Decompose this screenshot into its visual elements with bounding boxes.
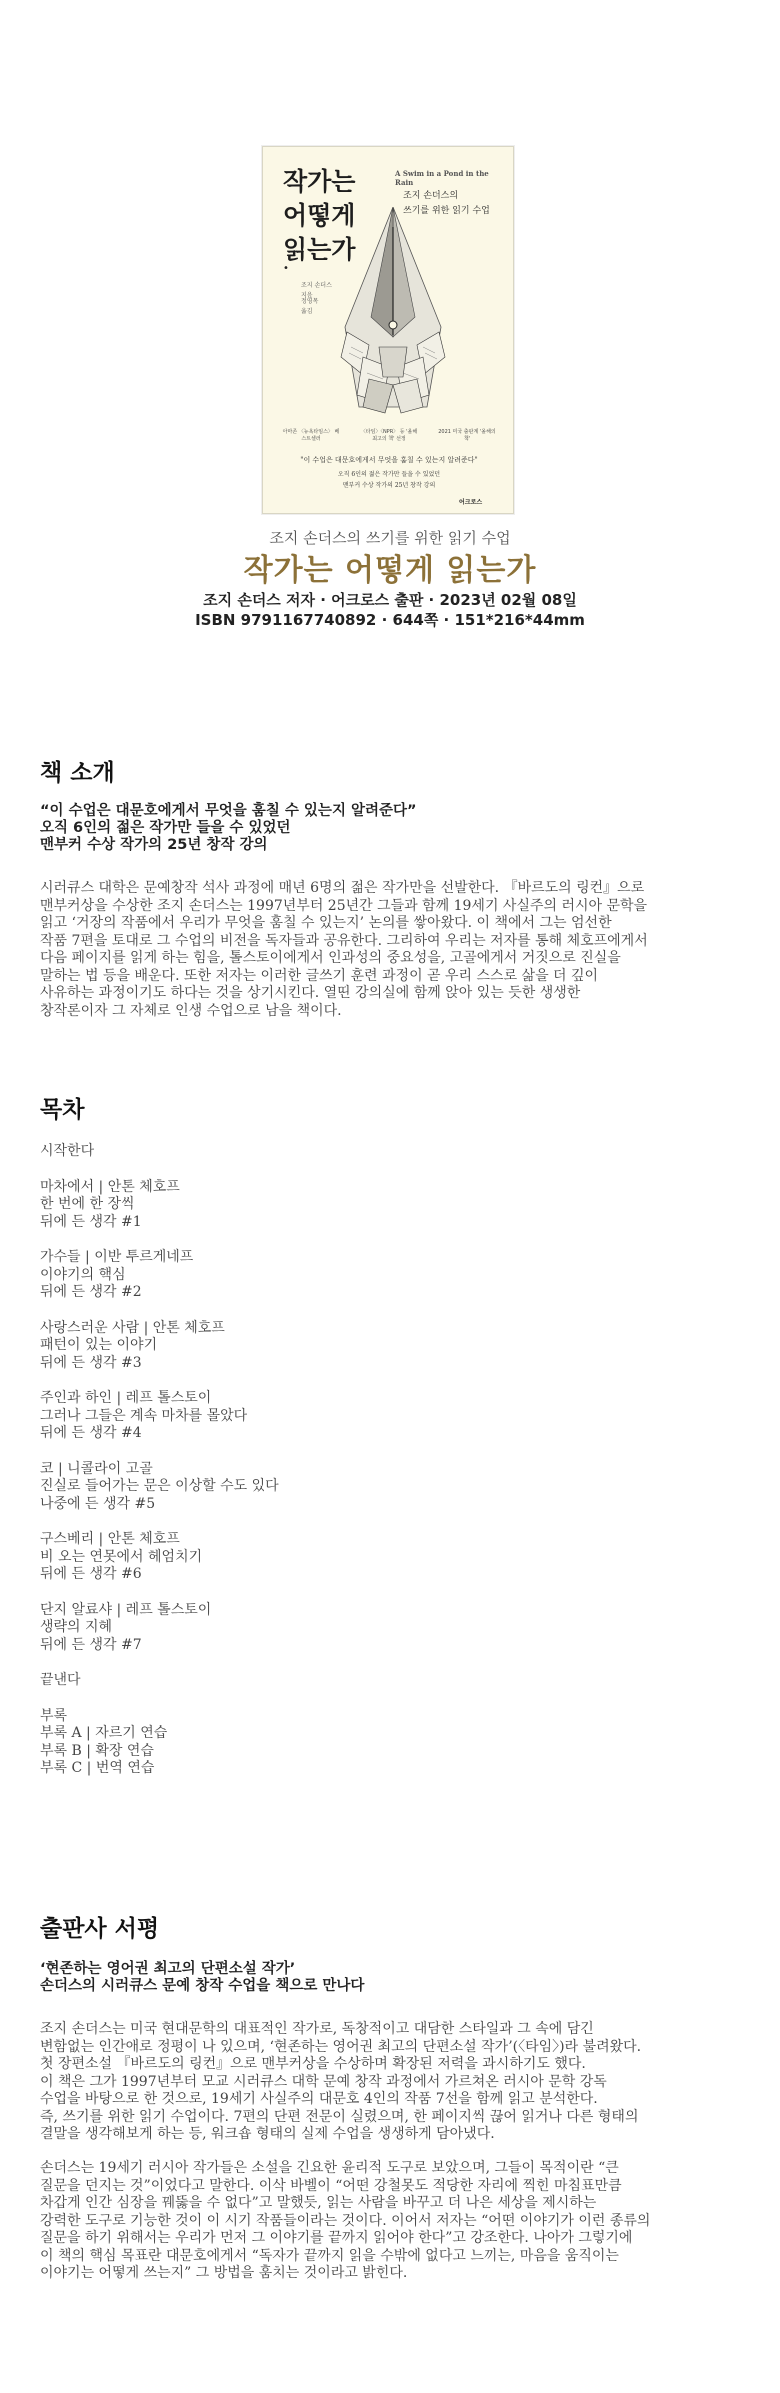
- toc-item: 생략의 지혜: [40, 1619, 113, 1635]
- toc-item: 마차에서 | 안톤 체호프: [40, 1178, 180, 1195]
- book-title: 작가는 어떻게 읽는가: [243, 553, 537, 588]
- cover-publisher-logo: 어크로스: [459, 499, 483, 506]
- book-subtitle: 조지 손더스의 쓰기를 위한 읽기 수업: [269, 529, 511, 547]
- cover-author: 조지 손더스 지음: [301, 282, 332, 299]
- cover-subtitle: 조지 손더스의 쓰기를 위한 읽기 수업: [403, 191, 490, 216]
- toc-item: 부록: [40, 1707, 68, 1724]
- toc-item: 부록 B | 확장 연습: [40, 1742, 154, 1759]
- toc-item: 뒤에 든 생각 #2: [40, 1284, 142, 1300]
- toc-spacer: [40, 1690, 640, 1708]
- toc-spacer: [40, 1372, 640, 1390]
- toc-item: 비 오는 연못에서 헤엄치기: [40, 1548, 203, 1565]
- review-lead: ‘현존하는 영어권 최고의 단편소설 작가’ 손더스의 시러큐스 문예 창작 수업을 책으로 만나다: [40, 1961, 365, 1994]
- toc-item: 끝낸다: [40, 1672, 81, 1688]
- book-cover-image: [262, 146, 514, 514]
- toc-item: 이야기의 핵심: [40, 1266, 126, 1283]
- toc-item: 뒤에 든 생각 #6: [40, 1566, 142, 1582]
- toc-spacer: [40, 1654, 640, 1672]
- section-heading-review: 출판사 서평: [40, 1916, 160, 1942]
- award-laurels: [281, 429, 497, 455]
- intro-body: 시러큐스 대학은 문예창작 석사 과정에 매년 6명의 젊은 작가만을 선발한다. 『바르도의 링컨』으로 맨부커상을 수상한 조지 손더스는 1997년부터 25년간 그들과 함께 19세기 사실주의 러시아 문학을 읽고 ‘거장의 작품에서 우리가 무엇을 훔칠 수 있는지’ 논의를 쌓아왔다. 이 책에서 그는 엄선한 작품 7편을 토대로 그 수업의 비전을 독자들과 공유한다. 그리하여 우리는 저자를 통해 체호프에게서 다음 페이지를 읽게 하는 힘을, 톨스토이에게서 인과성의 중요성을, 고골에게서 거짓으로 진실을 말하는 법 등을 배운다. 또한 저자는 이러한 글쓰기 훈련 과정이 곧 우리 스스로 삶을 더 깊이 사유하는 과정이기도 하다는 것을 상기시킨다. 열띤 강의실에 함께 앉아 있는 듯한 생생한 창작론이자 그 자체로 인생 수업으로 남을 책이다.: [40, 880, 648, 1019]
- toc-item: 뒤에 든 생각 #4: [40, 1425, 142, 1441]
- toc-item: 주인과 하인 | 레프 톨스토이: [40, 1390, 212, 1406]
- cover-english-title: A Swim in a Pond in the Rain: [395, 169, 489, 187]
- toc-item: 사랑스러운 사람 | 안톤 체호프: [40, 1319, 225, 1336]
- toc-spacer: [40, 1231, 640, 1249]
- toc-item: 뒤에 든 생각 #7: [40, 1636, 142, 1653]
- toc-item: 뒤에 든 생각 #3: [40, 1354, 142, 1371]
- toc-item: 진실로 들어가는 문은 이상할 수도 있다: [40, 1478, 279, 1494]
- review-body-2: 손더스는 19세기 러시아 작가들은 소설을 긴요한 윤리적 도구로 보았으며, 그들이 목적이란 “큰 질문을 던지는 것”이었다고 말한다. 이삭 바벨이 “어떤 강철못도 적당한 자리에 찍힌 마침표만큼 차갑게 인간 심장을 꿰뚫을 수 없다”고 말했듯, 읽는 사람을 바꾸고 더 나은 세상을 제시하는 강력한 도구로 기능한 것이 이 시기 작품들이라는 것이다. 이어서 저자는 “어떤 이야기가 이런 종류의 질문을 하기 위해서는 우리가 먼저 그 이야기를 끝까지 읽어야 한다”고 강조한다. 나아가 그렇기에 이 책의 핵심 목표란 대문호에게서 “독자가 끝까지 읽을 수밖에 없다고 느끼는, 마음을 움직이는 이야기는 어떻게 쓰는지” 그 방법을 훔치는 것이라고 밝힌다.: [40, 2160, 651, 2281]
- toc-item: 가수들 | 이반 투르게네프: [40, 1249, 194, 1265]
- toc-item: 그러나 그들은 계속 마차를 몰았다: [40, 1407, 248, 1424]
- laurel-badge: 〈타임〉〈NPR〉 등 '올해 최고의 책' 선정: [360, 429, 418, 442]
- toc-item: 코 | 니콜라이 고골: [40, 1460, 153, 1477]
- fountain-pen-illustration: [323, 207, 463, 427]
- toc-spacer: [40, 1584, 640, 1602]
- toc-item: 한 번에 한 장씩: [40, 1196, 135, 1212]
- toc-item: 나중에 든 생각 #5: [40, 1495, 156, 1512]
- cover-title: 작가는 어떻게 읽는가: [283, 167, 356, 264]
- section-heading-toc: 목차: [40, 1097, 85, 1123]
- toc-item: 부록 C | 번역 연습: [40, 1760, 155, 1776]
- table-of-contents: [40, 1143, 640, 1778]
- book-isbn-info: ISBN 9791167740892 · 644쪽 · 151*216*44mm: [195, 611, 585, 629]
- toc-item: 뒤에 든 생각 #1: [40, 1213, 142, 1230]
- cover-translator: 정영목 옮김: [301, 298, 319, 315]
- toc-item: 패턴이 있는 이야기: [40, 1337, 158, 1353]
- toc-item: 시작한다: [40, 1143, 95, 1159]
- cover-dot: •: [283, 263, 289, 274]
- toc-item: 구스베리 | 안톤 체호프: [40, 1531, 180, 1547]
- toc-item: 단지 알료샤 | 레프 톨스토이: [40, 1601, 212, 1618]
- cover-tagline: 오직 6인의 젊은 작가만 들을 수 있었던 맨부커 수상 작가의 25년 창작 강의: [337, 471, 441, 489]
- book-publication-info: 조지 손더스 저자 · 어크로스 출판 · 2023년 02월 08일: [203, 591, 577, 609]
- toc-item: 부록 A | 자르기 연습: [40, 1725, 168, 1741]
- toc-spacer: [40, 1443, 640, 1461]
- laurel-badge: 2021 미국 출판계 '올해의 책': [438, 429, 496, 442]
- laurel-badge: 아마존 〈뉴욕타임스〉 베스트셀러: [282, 429, 340, 442]
- intro-lead: “이 수업은 대문호에게서 무엇을 훔칠 수 있는지 알려준다” 오직 6인의 젊은 작가만 들을 수 있었던 맨부커 수상 작가의 25년 창작 강의: [40, 803, 417, 853]
- toc-spacer: [40, 1161, 640, 1179]
- review-body-1: 조지 손더스는 미국 현대문학의 대표적인 작가로, 독창적이고 대담한 스타일과 그 속에 담긴 변함없는 인간애로 정평이 나 있으며, ‘현존하는 영어권 최고의 단편소설 작가’(〈타임〉)라 불려왔다. 첫 장편소설 『바르도의 링컨』으로 맨부커상을 수상하며 확장된 저력을 과시하기도 했다. 이 책은 그가 1997년부터 모교 시러큐스 대학 문예 창작 과정에서 가르쳐온 러시아 문학 강독 수업을 바탕으로 한 것으로, 19세기 사실주의 대문호 4인의 작품 7선을 함께 읽고 분석한다. 즉, 쓰기를 위한 읽기 수업이다. 7편의 단편 전문이 실렸으며, 한 페이지씩 끊어 읽거나 다른 형태의 결말을 생각해보게 하는 등, 워크숍 형태의 실제 수업을 생생하게 담아냈다.: [40, 2021, 642, 2142]
- section-heading-intro: 책 소개: [40, 760, 115, 786]
- toc-spacer: [40, 1513, 640, 1531]
- toc-spacer: [40, 1302, 640, 1320]
- cover-quote: "이 수업은 대문호에게서 무엇을 훔칠 수 있는지 알려준다": [300, 456, 478, 464]
